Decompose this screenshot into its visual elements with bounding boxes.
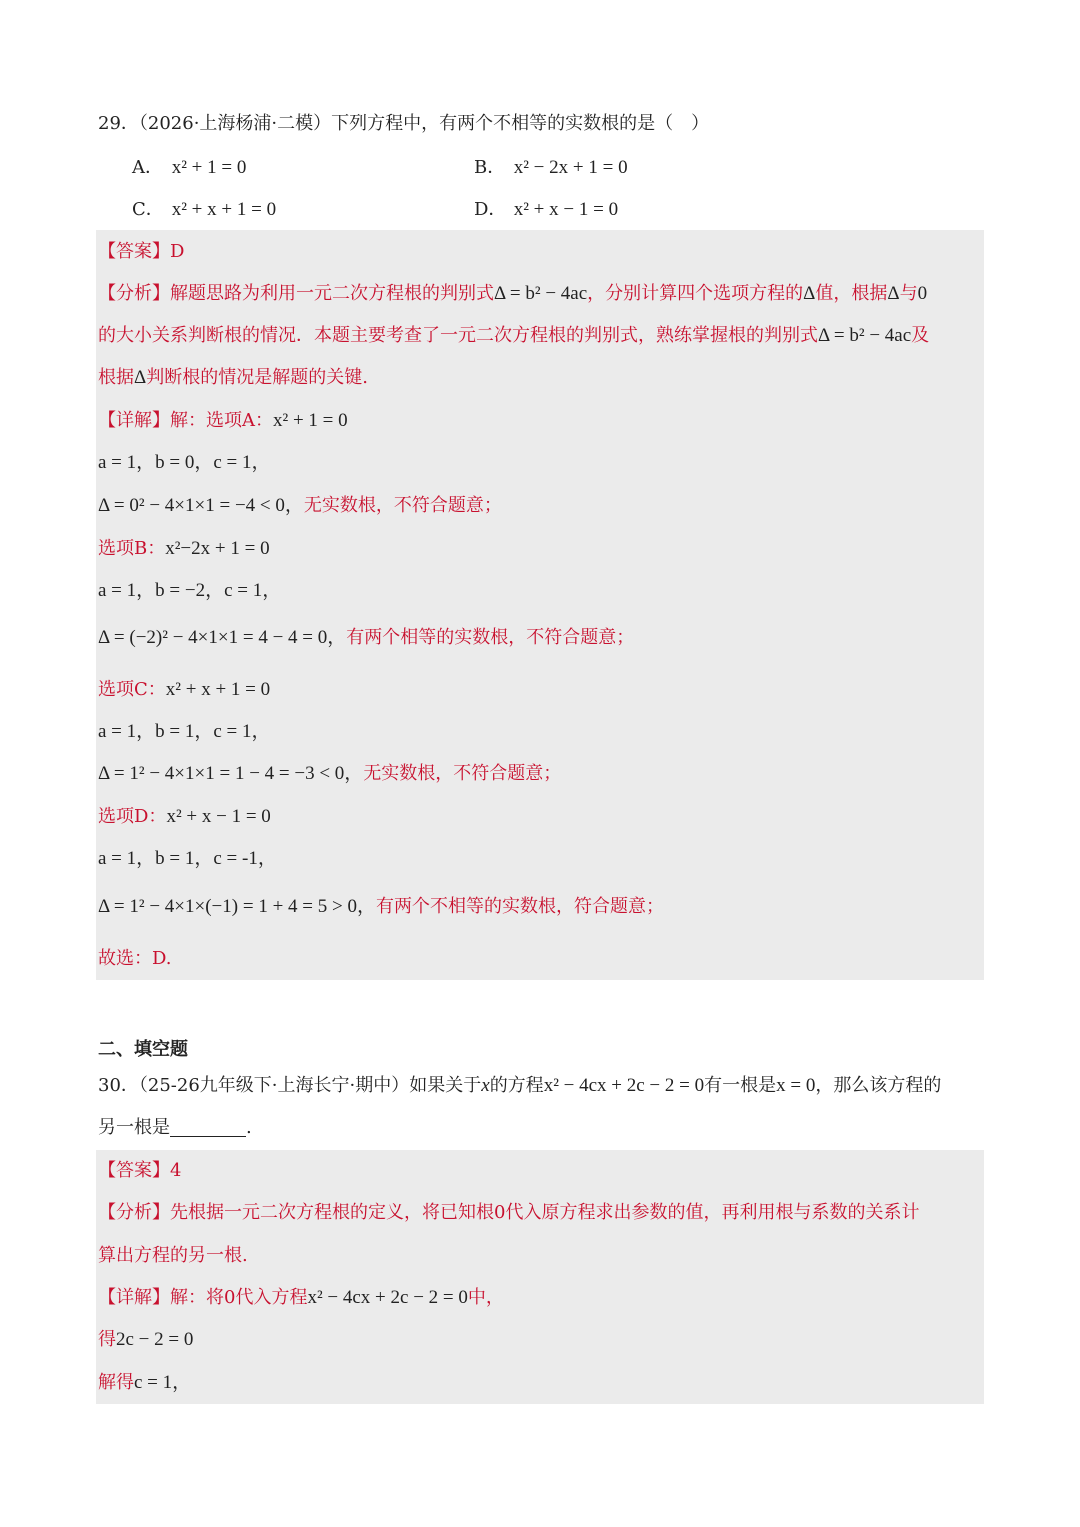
option-equation: x² + x + 1 = 0 [171, 199, 277, 220]
q30-analysis-line-2 [98, 1235, 984, 1277]
option-equation: x² − 2x + 1 = 0 [513, 157, 628, 178]
answer-text: 【答案】D [98, 241, 185, 262]
delta-symbol: Δ [887, 283, 900, 304]
q29-analysis-line-3 [98, 357, 984, 399]
option-heading: 选项D： [98, 806, 167, 827]
q29-analysis-line-1 [98, 273, 984, 315]
conclusion: 有两个相等的实数根，不符合题意； [346, 627, 635, 648]
solution-value: c = 1， [134, 1372, 192, 1393]
q29-b-delta [98, 617, 984, 659]
q29-analysis-line-2 [98, 315, 984, 357]
q29-stem-text: 29．（2026·上海杨浦·二模）下列方程中，有两个不相等的实数根的是（ ） [98, 113, 710, 134]
analysis-text: 与 [899, 283, 918, 304]
option-equation: x² + 1 = 0 [171, 157, 247, 178]
analysis-text: 值，根据 [815, 283, 888, 304]
coefficients: a = 1，b = 0，c = 1， [98, 452, 271, 473]
stem-text: 另一根是 [98, 1117, 170, 1138]
equation: x² + 1 = 0 [273, 410, 348, 431]
q29-b-coefficients [98, 570, 984, 612]
option-equation: x² + x − 1 = 0 [513, 199, 619, 220]
q30-detail-line-3 [98, 1362, 984, 1404]
q29-option-a [132, 148, 246, 188]
q29-choose [98, 938, 984, 980]
q29-a-delta [98, 485, 984, 527]
q29-d-delta [98, 886, 984, 928]
given-root: x = 0 [776, 1075, 816, 1096]
option-label: A． [132, 157, 163, 178]
q29-option-d [474, 190, 618, 230]
equation: x² − 4cx + 2c − 2 = 0 [307, 1287, 468, 1308]
conclusion: 有两个不相等的实数根，符合题意； [375, 896, 664, 917]
discriminant-formula: Δ = b² − 4ac [494, 283, 588, 304]
detail-text: 【详解】解：将0代入方程 [98, 1287, 308, 1308]
equation: x² − 4cx + 2c − 2 = 0 [543, 1075, 705, 1096]
equation: x² + x + 1 = 0 [165, 679, 271, 700]
equation: 2c − 2 = 0 [116, 1329, 194, 1350]
coefficients: a = 1，b = 1，c = -1， [98, 848, 277, 869]
coefficients: a = 1，b = −2，c = 1， [98, 580, 282, 601]
q29-b-head [98, 528, 984, 570]
q29-c-coefficients [98, 711, 984, 753]
q29-option-c [132, 190, 276, 230]
coefficients: a = 1，b = 1，c = 1， [98, 721, 271, 742]
q29-stem [98, 103, 984, 145]
delta-calc: Δ = 0² − 4×1×1 = −4 < 0， [98, 495, 304, 516]
option-label: D． [474, 199, 507, 220]
option-label: B． [474, 157, 506, 178]
stem-text: ，那么该方程的 [815, 1075, 942, 1096]
stem-text: 的方程 [489, 1075, 544, 1096]
option-heading: 选项C： [98, 679, 166, 700]
delta-symbol: Δ [803, 283, 816, 304]
equation: x²−2x + 1 = 0 [165, 538, 270, 559]
stem-text: 30．（25-26九年级下·上海长宁·期中）如果关于 [98, 1075, 482, 1096]
detail-text: 得 [98, 1329, 116, 1350]
zero-value: 0 [917, 283, 928, 304]
equation: x² + x − 1 = 0 [166, 806, 271, 827]
section-title-text: 二、填空题 [98, 1039, 188, 1060]
q29-c-delta [98, 753, 984, 795]
stem-text: 有一根是 [704, 1075, 777, 1096]
q30-detail-line-1 [98, 1277, 984, 1319]
delta-symbol: Δ [134, 367, 147, 388]
analysis-text: 【分析】先根据一元二次方程根的定义，将已知根0代入原方程求出参数的值，再利用根与系数的关系计 [98, 1202, 920, 1223]
detail-text: 解得 [98, 1372, 134, 1393]
delta-calc: Δ = (−2)² − 4×1×1 = 4 − 4 = 0， [98, 627, 347, 648]
answer-text: 【答案】4 [98, 1160, 182, 1181]
delta-calc: Δ = 1² − 4×1×1 = 1 − 4 = −3 < 0， [98, 763, 364, 784]
q29-a-coefficients [98, 442, 984, 484]
analysis-text: 及 [911, 325, 930, 346]
discriminant-formula: Δ = b² − 4ac [818, 325, 912, 346]
q29-d-head [98, 796, 984, 838]
q30-answer [98, 1150, 984, 1192]
q30-stem-line-2 [98, 1107, 984, 1149]
q30-analysis-line-1 [98, 1192, 984, 1234]
analysis-text: 【分析】解题思路为利用一元二次方程根的判别式 [98, 283, 494, 304]
conclusion: 无实数根，不符合题意； [303, 495, 502, 516]
q29-detail-head [98, 400, 984, 442]
option-heading: 选项B： [98, 538, 166, 559]
option-label: C． [132, 199, 164, 220]
q29-answer [98, 231, 984, 273]
analysis-text: 根据 [98, 367, 134, 388]
q29-c-head [98, 669, 984, 711]
q30-detail-line-2 [98, 1319, 984, 1361]
analysis-text: ，分别计算四个选项方程的 [587, 283, 804, 304]
detail-text: 【详解】解：选项A： [98, 410, 273, 431]
analysis-text: 算出方程的另一根. [98, 1245, 248, 1266]
delta-calc: Δ = 1² − 4×1×(−1) = 1 + 4 = 5 > 0， [98, 896, 376, 917]
q29-d-coefficients [98, 838, 984, 880]
detail-text: 中， [467, 1287, 504, 1308]
analysis-text: 判断根的情况是解题的关键. [146, 367, 368, 388]
conclusion: 无实数根，不符合题意； [363, 763, 562, 784]
variable: x [481, 1075, 490, 1096]
q30-stem-line-1 [98, 1065, 984, 1107]
final-choice: 故选：D. [98, 948, 172, 969]
answer-blank [170, 1116, 246, 1137]
stem-text: . [246, 1117, 252, 1138]
analysis-text: 的大小关系判断根的情况．本题主要考查了一元二次方程根的判别式，熟练掌握根的判别式 [98, 325, 818, 346]
q29-option-b [474, 148, 628, 188]
